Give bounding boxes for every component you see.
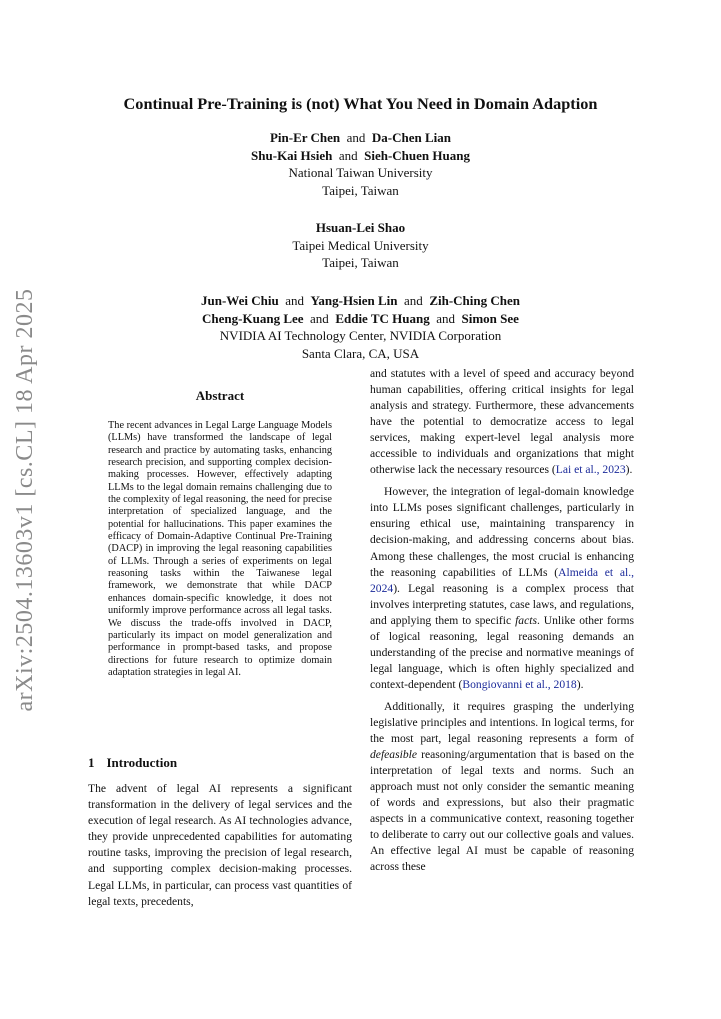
paragraph-text: reasoning/argumentation that is based on the interpretation of legal texts and norms. Such an approach must not only consider the semantic meaning of words and expressions, but also their pragmatic aspects in a communicative context, reasoning together to deliberate to carry out our collective goals and values. An effective legal AI must be capable of reasoning across these — [370, 748, 634, 874]
citation-link[interactable]: Bongiovanni et al., 2018 — [462, 677, 577, 691]
paragraph-text: Additionally, it requires grasping the underlying legislative principles and intentions. In logical terms, for the most part, legal reasoning represents a form of — [370, 699, 634, 746]
arxiv-identifier[interactable]: arXiv:2504.13603v1 [cs.CL] 18 Apr 2025 — [12, 288, 38, 712]
author-names-line — [60, 147, 661, 165]
and-word: and — [404, 293, 423, 308]
paragraph — [370, 484, 634, 693]
author-block-ntu — [60, 129, 661, 199]
right-column — [370, 366, 634, 875]
and-word: and — [310, 310, 329, 326]
author-name: Hsuan-Lei Shao — [315, 220, 406, 235]
and-word: and — [436, 310, 456, 326]
author-names-line — [60, 129, 661, 147]
section-heading — [88, 755, 189, 771]
emphasis: facts — [515, 613, 537, 627]
author-name: Zih-Ching Chen — [429, 293, 520, 308]
paragraph-text: . Unlike other forms of logical reasoning, legal reasoning demands an understanding of the precise and normative meanings of legal language, which is often highly specialized and context-dependent ( — [370, 613, 634, 691]
abstract-text: The recent advances in Legal Large Language Models (LLMs) have transformed the landscape of legal research and practice by automating tasks, enhancing research precision, and supporting complex decision-making processes. However, effectively adapting LLMs to the legal domain remains challenging due to the complexity of legal reasoning, the need for precise interpretation of specialized language, and the potential for hallucinations. This paper examines the efficacy of Domain-Adaptive Continual Pre-Training (DACP) in improving the legal reasoning capabilities of LLMs. Through a series of experiments on legal reasoning tasks within the Taiwanese legal framework, we demonstrate that while DACP enhances domain-specific knowledge, it does not uniformly improve performance across all legal tasks. We discuss the trade-offs involved in DACP, particularly its impact on model generalization and performance in prompt-based tasks, and propose directions for future research to optimize domain adaptation strategies in legal AI. — [108, 420, 332, 678]
author-block-nvidia — [60, 292, 661, 362]
location: Taipei, Taiwan — [322, 255, 399, 271]
section-title: Introduction — [106, 755, 178, 770]
citation-link[interactable]: Lai et al., 2023 — [555, 463, 626, 477]
and-word: and — [346, 130, 366, 145]
paper-title: Continual Pre-Training is (not) What You Need in Domain Adaption — [123, 94, 598, 113]
institution: National Taiwan University — [288, 165, 433, 181]
and-word: and — [285, 293, 304, 308]
location: Taipei, Taiwan — [322, 182, 399, 198]
author-name: Simon See — [461, 310, 519, 326]
paragraph-text: ). — [576, 677, 584, 691]
and-word: and — [338, 147, 358, 163]
section-number: 1 — [88, 755, 95, 770]
author-block-tmu — [60, 219, 661, 272]
author-name: Cheng-Kuang Lee — [202, 310, 304, 326]
citation-link[interactable]: Almeida et al., 2024 — [370, 565, 635, 595]
emphasis: defeasible — [370, 748, 418, 762]
paragraph — [370, 366, 634, 478]
institution: NVIDIA AI Technology Center, NVIDIA Corporation — [219, 328, 502, 344]
author-name: Shu-Kai Hsieh — [251, 147, 333, 163]
author-name: Eddie TC Huang — [335, 310, 430, 326]
abstract-heading: Abstract — [195, 388, 245, 403]
author-names-line — [60, 310, 661, 328]
intro-paragraph-left: The advent of legal AI represents a significant transformation in the delivery of legal services and the execution of legal research. As AI technologies advance, they provide unprecedented capabilities for automating routine tasks, improving the precision of legal research, and supporting complex decision-making processes. Legal LLMs, in particular, can process vast quantities of legal texts, precedents, — [88, 782, 352, 908]
location: Santa Clara, CA, USA — [301, 345, 420, 361]
paragraph-text: ). — [625, 463, 633, 477]
author-name: Yang-Hsien Lin — [310, 293, 398, 308]
paragraph-text: ). Legal reasoning is a complex process that involves interpreting statutes, case laws, and regulations, and applying them to specific — [370, 581, 634, 627]
paragraph — [370, 699, 634, 876]
author-name: Pin-Er Chen — [269, 130, 341, 145]
author-names-line — [60, 292, 661, 310]
institution: Taipei Medical University — [292, 237, 429, 253]
paragraph-text: However, the integration of legal-domain knowledge into LLMs poses significant challenges, particularly in ensuring ethical use, maintaining transparency in decision-making, and addressing concerns about bias. Among these challenges, the most crucial is enhancing the reasoning capabilities of LLMs ( — [370, 485, 634, 579]
paragraph-text: and statutes with a level of speed and accuracy beyond human capabilities, offering critical insights for legal analysis and strategy. Furthermore, these advancements have the potential to democratize access to legal services, making expert-level legal analysis more accessible to individuals and organizations that might otherwise lack the necessary resources ( — [370, 367, 634, 477]
author-name: Da-Chen Lian — [371, 130, 452, 145]
author-name: Jun-Wei Chiu — [201, 293, 279, 308]
author-name: Sieh-Chuen Huang — [364, 147, 470, 163]
